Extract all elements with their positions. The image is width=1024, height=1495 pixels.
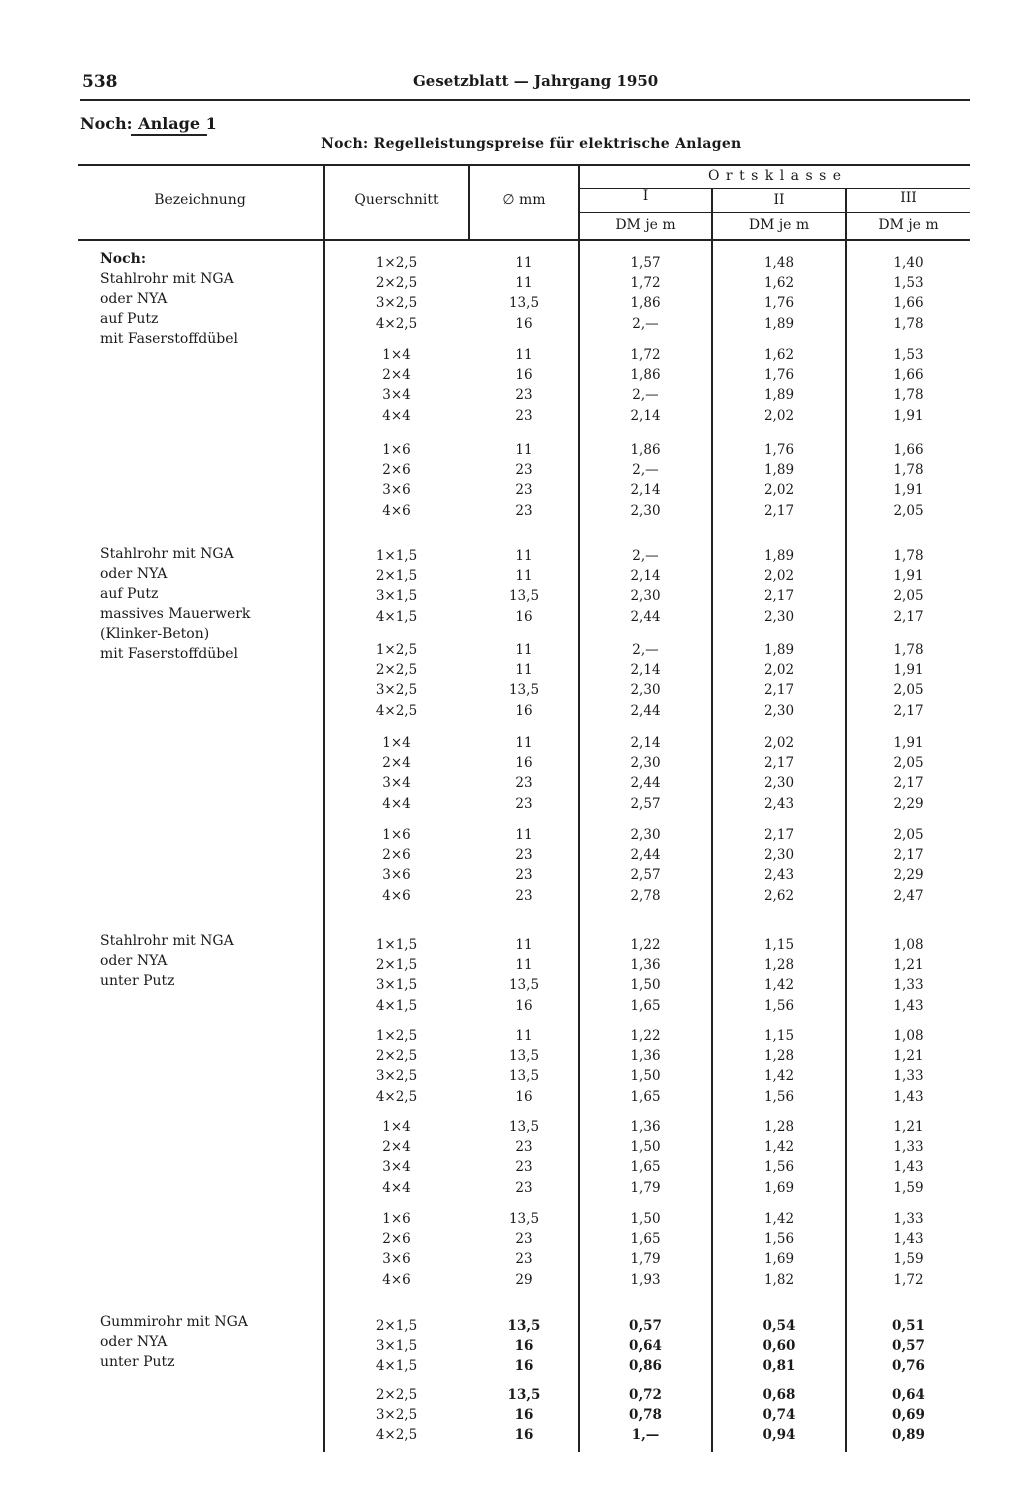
group-label-line: auf Putz xyxy=(100,311,159,327)
cell-price-class-2: 1,62 xyxy=(763,275,795,292)
cell-durchmesser: 23 xyxy=(515,775,533,792)
table-top-rule xyxy=(78,164,970,166)
cell-querschnitt: 2×6 xyxy=(382,847,411,864)
cell-price-class-1: 1,93 xyxy=(630,1271,661,1288)
cell-price-class-1: 1,79 xyxy=(630,1251,661,1268)
cell-price-class-1: 1,22 xyxy=(630,1028,661,1044)
cell-querschnitt: 4×1,5 xyxy=(375,1358,418,1375)
cell-durchmesser: 23 xyxy=(515,1251,533,1268)
cell-durchmesser: 16 xyxy=(514,1358,534,1375)
cell-durchmesser: 16 xyxy=(514,1407,534,1424)
cell-querschnitt: 4×2,5 xyxy=(375,315,418,332)
cell-price-class-3: 0,57 xyxy=(892,1338,925,1355)
cell-querschnitt: 1×1,5 xyxy=(375,548,418,564)
cell-price-class-1: 2,30 xyxy=(630,588,661,605)
cell-price-class-2: 1,76 xyxy=(763,295,795,312)
cell-price-class-1: 2,30 xyxy=(630,755,661,772)
cell-price-class-3: 1,33 xyxy=(893,977,924,994)
group-label-line: oder NYA xyxy=(100,566,168,582)
cell-durchmesser: 16 xyxy=(515,367,533,384)
cell-price-class-2: 1,48 xyxy=(763,255,795,271)
cell-price-class-3: 2,05 xyxy=(893,827,924,843)
cell-price-class-2: 2,02 xyxy=(763,568,795,585)
cell-durchmesser: 23 xyxy=(515,502,533,519)
cell-querschnitt: 3×6 xyxy=(382,482,411,499)
cell-price-class-3: 1,91 xyxy=(893,407,924,424)
cell-durchmesser: 13,5 xyxy=(508,1119,540,1135)
cell-querschnitt: 4×2,5 xyxy=(375,1088,418,1105)
cell-durchmesser: 13,5 xyxy=(508,977,540,994)
cell-querschnitt: 4×2,5 xyxy=(375,702,418,719)
cell-price-class-1: 2,14 xyxy=(630,482,661,499)
cell-price-class-1: 1,36 xyxy=(630,957,661,974)
cell-price-class-1: 2,— xyxy=(632,642,659,658)
cell-durchmesser: 11 xyxy=(515,548,533,564)
cell-durchmesser: 11 xyxy=(515,255,533,271)
cell-price-class-2: 1,62 xyxy=(763,347,795,363)
cell-querschnitt: 4×6 xyxy=(382,887,411,904)
cell-price-class-1: 1,50 xyxy=(630,1068,661,1085)
cell-durchmesser: 13,5 xyxy=(507,1387,541,1403)
cell-price-class-1: 1,50 xyxy=(630,1211,661,1227)
cell-querschnitt: 1×2,5 xyxy=(375,255,418,271)
cell-price-class-3: 1,33 xyxy=(893,1068,924,1085)
cell-durchmesser: 23 xyxy=(515,462,533,479)
cell-price-class-2: 1,76 xyxy=(763,367,795,384)
group-label-line: Stahlrohr mit NGA xyxy=(100,933,234,949)
cell-price-class-2: 2,43 xyxy=(763,795,795,812)
cell-price-class-2: 0,74 xyxy=(762,1407,796,1424)
cell-price-class-2: 1,42 xyxy=(763,1139,795,1156)
cell-price-class-2: 2,30 xyxy=(763,702,795,719)
cell-price-class-3: 0,51 xyxy=(892,1318,925,1334)
cell-price-class-3: 1,08 xyxy=(893,1028,924,1044)
cell-price-class-1: 2,— xyxy=(632,548,659,564)
cell-price-class-3: 2,05 xyxy=(893,682,924,699)
cell-querschnitt: 4×2,5 xyxy=(375,1427,418,1444)
cell-price-class-1: 2,57 xyxy=(630,867,661,884)
cell-price-class-1: 1,86 xyxy=(630,442,661,458)
cell-price-class-1: 2,44 xyxy=(630,702,661,719)
cell-price-class-3: 1,53 xyxy=(893,275,924,292)
cell-price-class-2: 2,30 xyxy=(763,608,795,625)
cell-querschnitt: 2×2,5 xyxy=(375,1048,418,1065)
cell-price-class-3: 2,29 xyxy=(893,795,924,812)
header-bezeichnung: Bezeichnung xyxy=(154,192,246,208)
group-label-line: unter Putz xyxy=(100,1354,175,1370)
cell-querschnitt: 3×2,5 xyxy=(375,682,418,699)
cell-querschnitt: 3×1,5 xyxy=(375,977,418,994)
cell-querschnitt: 2×2,5 xyxy=(375,275,418,292)
group-label-line: Gummirohr mit NGA xyxy=(100,1314,248,1330)
cell-price-class-1: 2,— xyxy=(632,462,659,479)
cell-price-class-3: 1,66 xyxy=(893,442,924,458)
cell-price-class-3: 1,43 xyxy=(893,1159,924,1176)
cell-querschnitt: 1×4 xyxy=(382,735,411,751)
group-label-line: unter Putz xyxy=(100,973,175,989)
cell-price-class-2: 1,89 xyxy=(763,642,795,658)
cell-price-class-2: 1,28 xyxy=(763,1048,795,1065)
cell-price-class-3: 2,17 xyxy=(893,702,924,719)
cell-querschnitt: 1×2,5 xyxy=(375,1028,418,1044)
cell-price-class-3: 0,89 xyxy=(892,1427,925,1444)
table-title: Noch: Regelleistungspreise für elektrische Anlagen xyxy=(321,136,742,152)
cell-querschnitt: 2×1,5 xyxy=(375,1318,418,1334)
cell-durchmesser: 16 xyxy=(515,755,533,772)
cell-durchmesser: 13,5 xyxy=(508,588,540,605)
cell-querschnitt: 4×4 xyxy=(382,407,411,424)
cell-querschnitt: 2×2,5 xyxy=(375,1387,418,1403)
group-label-line: (Klinker-Beton) xyxy=(100,626,210,642)
cell-durchmesser: 11 xyxy=(515,735,533,751)
cell-price-class-2: 1,89 xyxy=(763,548,795,564)
cell-durchmesser: 13,5 xyxy=(508,1211,540,1227)
cell-price-class-1: 1,72 xyxy=(630,275,661,292)
cell-price-class-2: 1,89 xyxy=(763,462,795,479)
cell-durchmesser: 16 xyxy=(515,315,533,332)
cell-querschnitt: 3×4 xyxy=(382,387,411,404)
cell-price-class-1: 2,— xyxy=(632,315,659,332)
cell-price-class-3: 1,43 xyxy=(893,1231,924,1248)
cell-price-class-1: 1,65 xyxy=(630,1231,661,1248)
cell-querschnitt: 3×1,5 xyxy=(375,588,418,605)
header-unit-3: DM je m xyxy=(878,217,939,233)
cell-price-class-3: 1,66 xyxy=(893,295,924,312)
cell-price-class-1: 1,50 xyxy=(630,1139,661,1156)
cell-querschnitt: 3×4 xyxy=(382,775,411,792)
cell-querschnitt: 1×6 xyxy=(382,442,411,458)
cell-price-class-2: 1,69 xyxy=(763,1179,795,1196)
cell-durchmesser: 16 xyxy=(515,608,533,625)
cell-price-class-1: 2,— xyxy=(632,387,659,404)
cell-durchmesser: 23 xyxy=(515,407,533,424)
cell-querschnitt: 1×4 xyxy=(382,347,411,363)
cell-durchmesser: 13,5 xyxy=(508,682,540,699)
cell-price-class-3: 1,21 xyxy=(893,1119,924,1135)
cell-price-class-3: 1,33 xyxy=(893,1211,924,1227)
cell-price-class-2: 2,17 xyxy=(763,827,795,843)
cell-price-class-2: 1,89 xyxy=(763,315,795,332)
cell-price-class-3: 1,91 xyxy=(893,568,924,585)
cell-durchmesser: 16 xyxy=(514,1427,534,1444)
cell-price-class-3: 1,91 xyxy=(893,735,924,751)
cell-price-class-1: 0,57 xyxy=(629,1318,662,1334)
header-class-1: I xyxy=(642,188,649,204)
cell-price-class-2: 1,89 xyxy=(763,387,795,404)
cell-price-class-1: 1,86 xyxy=(630,367,661,384)
cell-price-class-3: 1,59 xyxy=(893,1179,924,1196)
cell-price-class-3: 2,17 xyxy=(893,775,924,792)
cell-querschnitt: 3×1,5 xyxy=(375,1338,418,1355)
cell-price-class-1: 2,14 xyxy=(630,662,661,679)
cell-durchmesser: 11 xyxy=(515,442,533,458)
header-querschnitt: Querschnitt xyxy=(354,192,439,208)
cell-price-class-2: 2,17 xyxy=(763,502,795,519)
cell-price-class-3: 1,66 xyxy=(893,367,924,384)
cell-price-class-2: 2,30 xyxy=(763,775,795,792)
group-label-line: mit Faserstoffdübel xyxy=(100,646,238,662)
header-unit-1: DM je m xyxy=(615,217,676,233)
cell-price-class-2: 1,28 xyxy=(763,957,795,974)
cell-price-class-2: 2,02 xyxy=(763,407,795,424)
cell-price-class-1: 2,44 xyxy=(630,847,661,864)
cell-price-class-3: 1,78 xyxy=(893,642,924,658)
cell-durchmesser: 23 xyxy=(515,1139,533,1156)
cell-price-class-2: 2,02 xyxy=(763,662,795,679)
cell-price-class-1: 1,65 xyxy=(630,997,661,1014)
cell-querschnitt: 2×6 xyxy=(382,1231,411,1248)
cell-price-class-3: 1,78 xyxy=(893,462,924,479)
cell-price-class-1: 0,78 xyxy=(629,1407,662,1424)
cell-durchmesser: 13,5 xyxy=(508,1048,540,1065)
cell-durchmesser: 11 xyxy=(515,827,533,843)
cell-price-class-1: 1,72 xyxy=(630,347,661,363)
cell-price-class-3: 2,29 xyxy=(893,867,924,884)
cell-price-class-2: 2,30 xyxy=(763,847,795,864)
cell-durchmesser: 11 xyxy=(515,642,533,658)
cell-price-class-1: 0,72 xyxy=(629,1387,662,1403)
header-rule xyxy=(80,99,970,101)
cell-durchmesser: 23 xyxy=(515,795,533,812)
cell-querschnitt: 1×4 xyxy=(382,1119,411,1135)
cell-price-class-2: 0,81 xyxy=(762,1358,796,1375)
group-label-line: oder NYA xyxy=(100,953,168,969)
cell-price-class-2: 2,17 xyxy=(763,682,795,699)
cell-price-class-2: 1,42 xyxy=(763,1211,795,1227)
cell-durchmesser: 23 xyxy=(515,1179,533,1196)
cell-price-class-1: 1,36 xyxy=(630,1048,661,1065)
cell-price-class-3: 2,05 xyxy=(893,755,924,772)
cell-price-class-3: 1,91 xyxy=(893,482,924,499)
header-class-3: III xyxy=(900,190,917,206)
cell-price-class-2: 2,02 xyxy=(763,482,795,499)
cell-querschnitt: 3×2,5 xyxy=(375,1407,418,1424)
cell-price-class-2: 1,56 xyxy=(763,1231,795,1248)
cell-durchmesser: 23 xyxy=(515,1231,533,1248)
cell-price-class-3: 0,64 xyxy=(892,1387,925,1403)
cell-querschnitt: 1×6 xyxy=(382,1211,411,1227)
cell-durchmesser: 11 xyxy=(515,347,533,363)
anlage-underline xyxy=(131,134,207,136)
cell-price-class-3: 0,69 xyxy=(892,1407,925,1424)
cell-price-class-1: 1,57 xyxy=(630,255,661,271)
cell-price-class-3: 1,91 xyxy=(893,662,924,679)
cell-durchmesser: 23 xyxy=(515,1159,533,1176)
cell-durchmesser: 16 xyxy=(515,997,533,1014)
cell-price-class-1: 2,57 xyxy=(630,795,661,812)
cell-price-class-1: 2,78 xyxy=(630,887,661,904)
anlage-heading xyxy=(80,114,217,133)
cell-querschnitt: 3×2,5 xyxy=(375,295,418,312)
cell-durchmesser: 13,5 xyxy=(507,1318,541,1334)
cell-durchmesser: 11 xyxy=(515,937,533,953)
cell-price-class-3: 2,05 xyxy=(893,588,924,605)
cell-querschnitt: 3×4 xyxy=(382,1159,411,1176)
cell-price-class-3: 2,05 xyxy=(893,502,924,519)
cell-price-class-1: 1,65 xyxy=(630,1088,661,1105)
cell-price-class-1: 1,22 xyxy=(630,937,661,953)
group-label-line: oder NYA xyxy=(100,291,168,307)
running-head: Gesetzblatt — Jahrgang 1950 xyxy=(413,72,659,90)
cell-price-class-2: 0,94 xyxy=(762,1427,796,1444)
anlage-prefix: Noch: xyxy=(80,114,133,133)
cell-querschnitt: 2×1,5 xyxy=(375,957,418,974)
cell-price-class-2: 1,15 xyxy=(763,1028,795,1044)
cell-querschnitt: 4×6 xyxy=(382,502,411,519)
cell-price-class-2: 1,82 xyxy=(763,1271,795,1288)
cell-durchmesser: 16 xyxy=(514,1338,534,1355)
cell-durchmesser: 23 xyxy=(515,482,533,499)
cell-durchmesser: 13,5 xyxy=(508,1068,540,1085)
cell-durchmesser: 11 xyxy=(515,957,533,974)
cell-price-class-2: 2,17 xyxy=(763,755,795,772)
cell-price-class-2: 1,69 xyxy=(763,1251,795,1268)
cell-querschnitt: 3×6 xyxy=(382,867,411,884)
cell-durchmesser: 11 xyxy=(515,275,533,292)
header-bottom-rule xyxy=(78,239,970,241)
header-class-2: II xyxy=(773,192,785,208)
cell-durchmesser: 23 xyxy=(515,887,533,904)
cell-price-class-1: 0,64 xyxy=(629,1338,662,1355)
cell-querschnitt: 2×4 xyxy=(382,1139,411,1156)
cell-price-class-2: 0,54 xyxy=(762,1318,796,1334)
cell-price-class-1: 2,30 xyxy=(630,827,661,843)
cell-price-class-3: 1,72 xyxy=(893,1271,924,1288)
cell-price-class-1: 1,50 xyxy=(630,977,661,994)
cell-price-class-1: 1,— xyxy=(631,1427,660,1444)
cell-querschnitt: 2×1,5 xyxy=(375,568,418,585)
cell-price-class-1: 2,30 xyxy=(630,502,661,519)
cell-price-class-3: 1,21 xyxy=(893,957,924,974)
cell-price-class-1: 2,44 xyxy=(630,775,661,792)
cell-price-class-2: 2,17 xyxy=(763,588,795,605)
cell-durchmesser: 16 xyxy=(515,702,533,719)
group-label-line: Stahlrohr mit NGA xyxy=(100,271,234,287)
cell-price-class-2: 1,56 xyxy=(763,1159,795,1176)
cell-price-class-3: 0,76 xyxy=(892,1358,925,1375)
cell-price-class-3: 1,21 xyxy=(893,1048,924,1065)
cell-price-class-1: 2,30 xyxy=(630,682,661,699)
cell-price-class-3: 2,47 xyxy=(893,887,924,904)
header-ortsklasse: O r t s k l a s s e xyxy=(708,168,842,184)
cell-durchmesser: 23 xyxy=(515,387,533,404)
cell-price-class-1: 2,44 xyxy=(630,608,661,625)
cell-price-class-3: 1,78 xyxy=(893,387,924,404)
cell-price-class-2: 2,43 xyxy=(763,867,795,884)
cell-price-class-3: 1,40 xyxy=(893,255,924,271)
header-durchmesser: ∅ mm xyxy=(502,192,546,208)
cell-querschnitt: 4×1,5 xyxy=(375,997,418,1014)
cell-querschnitt: 1×1,5 xyxy=(375,937,418,953)
group-label-line: mit Faserstoffdübel xyxy=(100,331,238,347)
cell-querschnitt: 2×4 xyxy=(382,367,411,384)
cell-durchmesser: 11 xyxy=(515,1028,533,1044)
cell-durchmesser: 29 xyxy=(515,1271,533,1288)
cell-durchmesser: 11 xyxy=(515,568,533,585)
cell-price-class-3: 1,53 xyxy=(893,347,924,363)
cell-price-class-2: 1,15 xyxy=(763,937,795,953)
cell-price-class-3: 1,59 xyxy=(893,1251,924,1268)
class-rule xyxy=(580,212,970,213)
cell-price-class-3: 1,78 xyxy=(893,548,924,564)
cell-querschnitt: 4×4 xyxy=(382,795,411,812)
cell-price-class-1: 2,14 xyxy=(630,735,661,751)
cell-durchmesser: 11 xyxy=(515,662,533,679)
cell-price-class-2: 2,62 xyxy=(763,887,795,904)
cell-durchmesser: 23 xyxy=(515,847,533,864)
cell-durchmesser: 13,5 xyxy=(508,295,540,312)
cell-price-class-2: 1,42 xyxy=(763,977,795,994)
cell-querschnitt: 2×4 xyxy=(382,755,411,772)
cell-price-class-1: 1,36 xyxy=(630,1119,661,1135)
cell-querschnitt: 3×2,5 xyxy=(375,1068,418,1085)
cell-querschnitt: 1×6 xyxy=(382,827,411,843)
cell-price-class-3: 2,17 xyxy=(893,847,924,864)
page-number: 538 xyxy=(82,72,118,92)
cell-price-class-3: 1,08 xyxy=(893,937,924,953)
cell-querschnitt: 4×4 xyxy=(382,1179,411,1196)
cell-price-class-2: 0,60 xyxy=(762,1338,796,1355)
group-label-line: massives Mauerwerk xyxy=(100,606,251,622)
cell-querschnitt: 2×6 xyxy=(382,462,411,479)
cell-price-class-1: 0,86 xyxy=(629,1358,662,1375)
cell-price-class-3: 1,43 xyxy=(893,997,924,1014)
cell-price-class-1: 1,65 xyxy=(630,1159,661,1176)
group-label-line: auf Putz xyxy=(100,586,159,602)
cell-price-class-3: 1,43 xyxy=(893,1088,924,1105)
cell-price-class-2: 0,68 xyxy=(762,1387,796,1403)
cell-price-class-1: 2,14 xyxy=(630,568,661,585)
cell-querschnitt: 4×6 xyxy=(382,1271,411,1288)
cell-price-class-3: 1,78 xyxy=(893,315,924,332)
cell-price-class-3: 2,17 xyxy=(893,608,924,625)
group-label-line: Noch: xyxy=(100,251,147,267)
cell-price-class-3: 1,33 xyxy=(893,1139,924,1156)
cell-price-class-2: 1,42 xyxy=(763,1068,795,1085)
cell-price-class-2: 1,76 xyxy=(763,442,795,458)
cell-price-class-1: 2,14 xyxy=(630,407,661,424)
cell-querschnitt: 1×2,5 xyxy=(375,642,418,658)
group-label-line: oder NYA xyxy=(100,1334,168,1350)
cell-durchmesser: 16 xyxy=(515,1088,533,1105)
cell-price-class-1: 1,86 xyxy=(630,295,661,312)
cell-querschnitt: 3×6 xyxy=(382,1251,411,1268)
cell-durchmesser: 23 xyxy=(515,867,533,884)
cell-price-class-2: 1,56 xyxy=(763,1088,795,1105)
header-unit-2: DM je m xyxy=(748,217,810,233)
cell-querschnitt: 2×2,5 xyxy=(375,662,418,679)
cell-price-class-2: 1,28 xyxy=(763,1119,795,1135)
group-label-line: Stahlrohr mit NGA xyxy=(100,546,234,562)
cell-price-class-2: 1,56 xyxy=(763,997,795,1014)
cell-price-class-2: 2,02 xyxy=(763,735,795,751)
cell-price-class-1: 1,79 xyxy=(630,1179,661,1196)
cell-querschnitt: 4×1,5 xyxy=(375,608,418,625)
anlage-name: Anlage 1 xyxy=(138,114,217,133)
